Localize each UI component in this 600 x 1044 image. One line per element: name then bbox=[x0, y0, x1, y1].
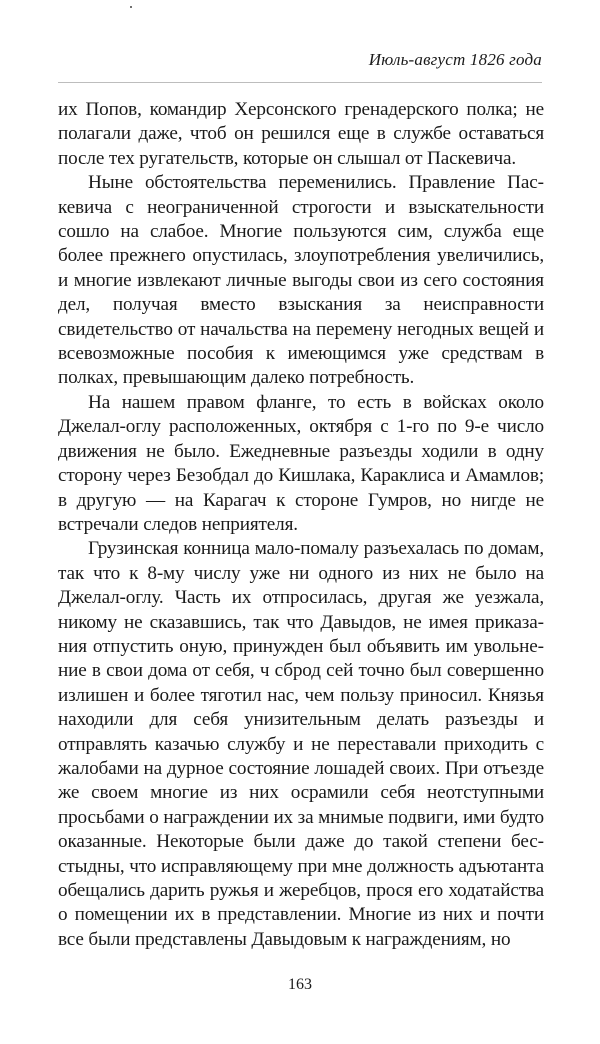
running-head: Июль-август 1826 года bbox=[368, 50, 542, 69]
page-number: 163 bbox=[288, 976, 312, 993]
running-head-rule bbox=[58, 82, 542, 83]
body-text bbox=[58, 98, 544, 952]
paragraph: Грузинская конница мало-помалу разъехалась по домам, так что к 8-му числу уже ни одного из них не было на Джелал-оглу. Часть их отпросилась, другая же уезжала, никому не сказавшись, так что Давыдов, не имея приказания отпустить оную, принужден был объявить им увольнение в свои дома от себя, ч сброд сей точно был совершенно излишен и более тяготил нас, чем пользу приносил. Князья находили для себя унизительным делать разъезды и отправлять казачью службу и не переставали приходить с жалобами на дурное состояние лошадей своих. При отъезде же своем многие из них осрамили себя неотступными просьбами о награждении их за мнимые подвиги, ими будто оказанные. Некоторые были даже до такой степени бесстыдны, что исправляющему при мне должность адъютанта обещались дарить ружья и жеребцов, прося его ходатайства о помещении их в представлении. Многие из них и почти все были представлены Давыдовым к награждениям, но bbox=[58, 538, 544, 950]
paragraph: На нашем правом фланге, то есть в войсках около Джелал-оглу расположенных, октября с 1-го по 9-е число движения не было. Ежедневные разъезды ходили в одну сторону через Безобдал до Кишлака, Караклиса и Амамлов; в другую — на Карагач к стороне Гумров, но нигде не встречали следов неприятеля. bbox=[58, 391, 544, 535]
paragraph: Ныне обстоятельства переменились. Правление Паскевича с неограниченной строгости и взыскательности сошло на слабое. Многие пользуются сим, служба еще более прежнего опустилась, злоупотребления увеличились, и многие извлекают личные выгоды свои из сего состояния дел, получая вместо взыскания за неисправности свидетельство от начальства на перемену негодных вещей и всевозможные пособия к имеющимся уже средствам в полках, превышающим далеко потребность. bbox=[58, 172, 544, 389]
paragraph-continued: их Попов, командир Херсонского гренадерского полка; не полагали даже, чтоб он решился еще в службе оставаться после тех ругательств, которые он слышал от Паскевича. bbox=[58, 99, 544, 169]
print-speck bbox=[130, 6, 132, 8]
